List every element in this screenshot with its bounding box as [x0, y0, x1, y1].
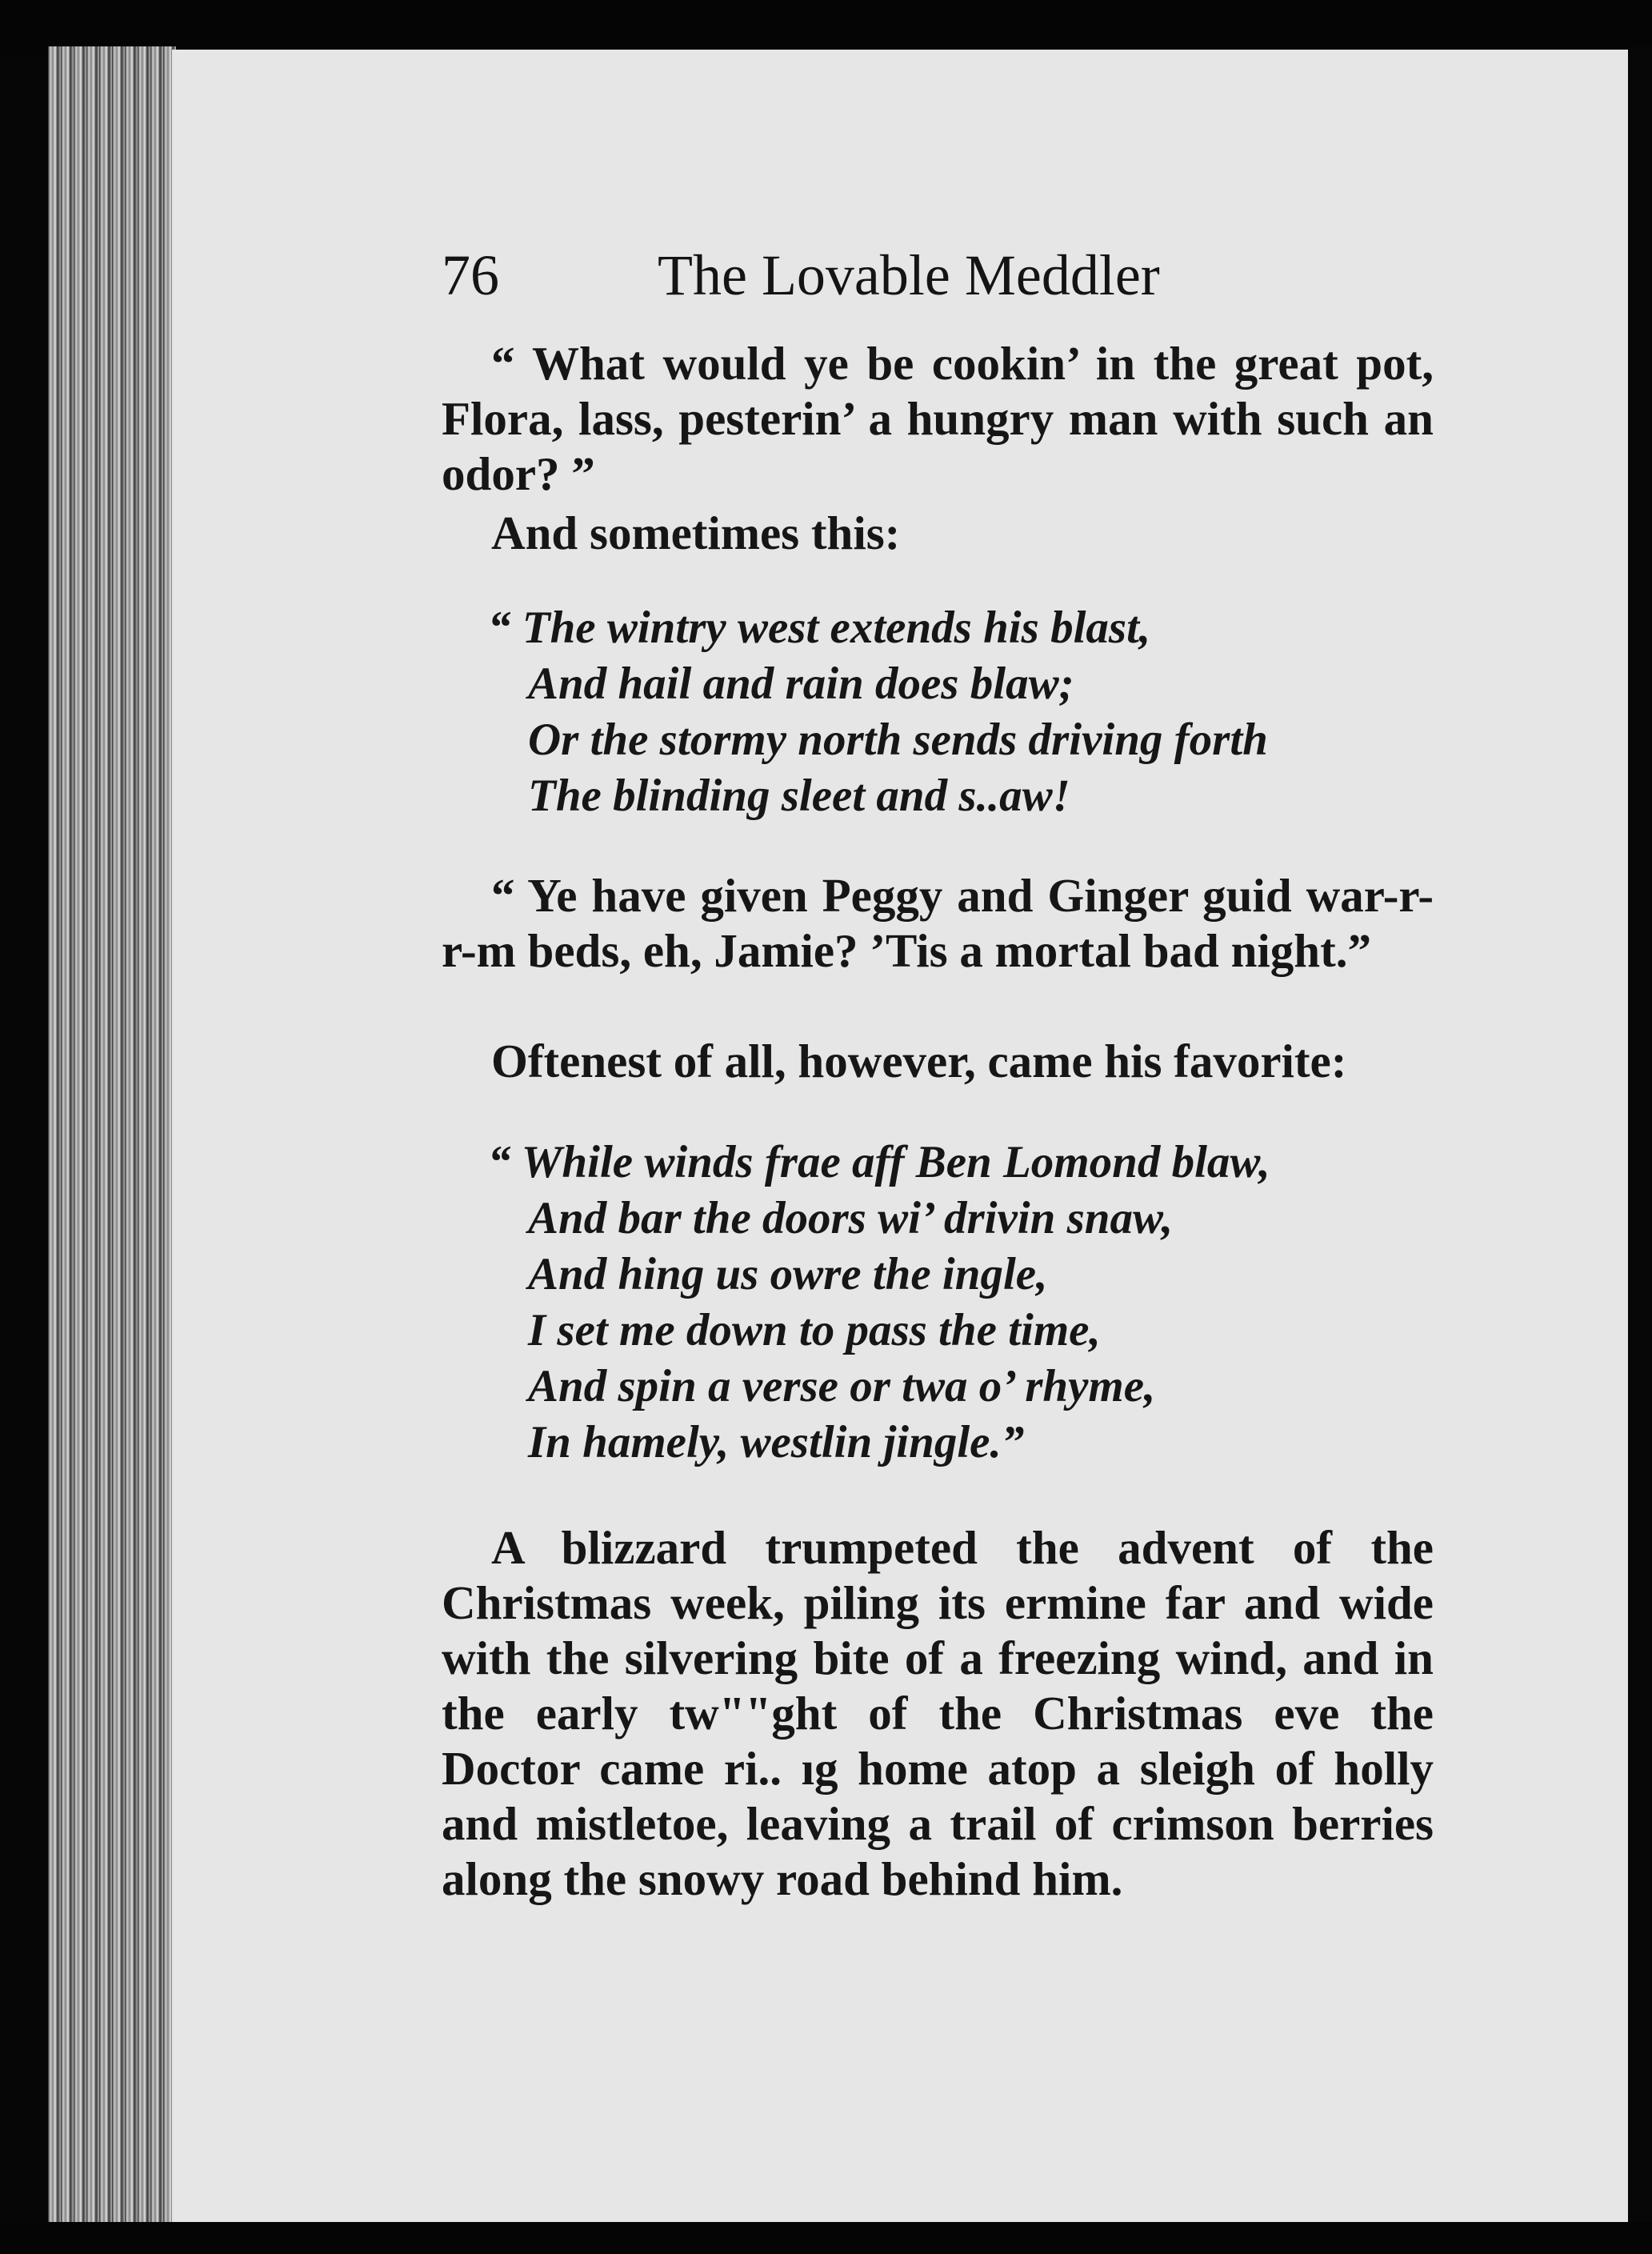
verse-line: “ While winds frae aff Ben Lomond blaw, [488, 1137, 1270, 1187]
verse-ben-lomond [488, 1135, 1448, 1471]
book-title: The Lovable Meddler [658, 243, 1160, 307]
scan-right-border [1628, 46, 1652, 2254]
book-spine-edge [48, 46, 176, 2223]
page-number: 76 [442, 243, 499, 307]
verse-line: “ The wintry west extends his blast, [488, 603, 1151, 653]
verse-line: Or the stormy north sends driving forth [528, 715, 1268, 765]
scan-top-border [0, 0, 1652, 54]
paragraph-cookin: “ What would ye be cookin’ in the great pot, Flora, lass, pesterin’ a hungry man with such an odor? ” [442, 337, 1434, 500]
paragraph-oftenest: Oftenest of all, however, came his favorite: [491, 1035, 1347, 1087]
verse-line: And hing us owre the ingle, [528, 1249, 1048, 1299]
verse-line: And hail and rain does blaw; [528, 659, 1074, 709]
verse-line: The blinding sleet and s..aw! [528, 771, 1070, 821]
paragraph-peggy-ginger: “ Ye have given Peggy and Ginger guid war-r-r-m beds, eh, Jamie? ’Tis a mortal bad night.” [442, 869, 1434, 977]
scan-bottom-border [0, 2222, 1652, 2254]
paragraph-blizzard: A blizzard trumpeted the advent of the Christmas week, piling its ermine far and wide with the silvering bite of a freezing wind, and in the early tw""ght of the Christmas eve the Doctor came ri.. ıg home atop a sleigh of holly and mistletoe, leaving a trail of crimson berries along the snowy road behind him. [442, 1521, 1434, 1905]
verse-line: And bar the doors wi’ drivin snaw, [528, 1193, 1174, 1243]
paragraph-sometimes: And sometimes this: [491, 506, 901, 559]
verse-wintry-west [488, 600, 1448, 824]
verse-line: And spin a verse or twa o’ rhyme, [528, 1361, 1156, 1411]
verse-line: I set me down to pass the time, [528, 1305, 1101, 1355]
verse-line: In hamely, westlin jingle.” [528, 1417, 1025, 1467]
